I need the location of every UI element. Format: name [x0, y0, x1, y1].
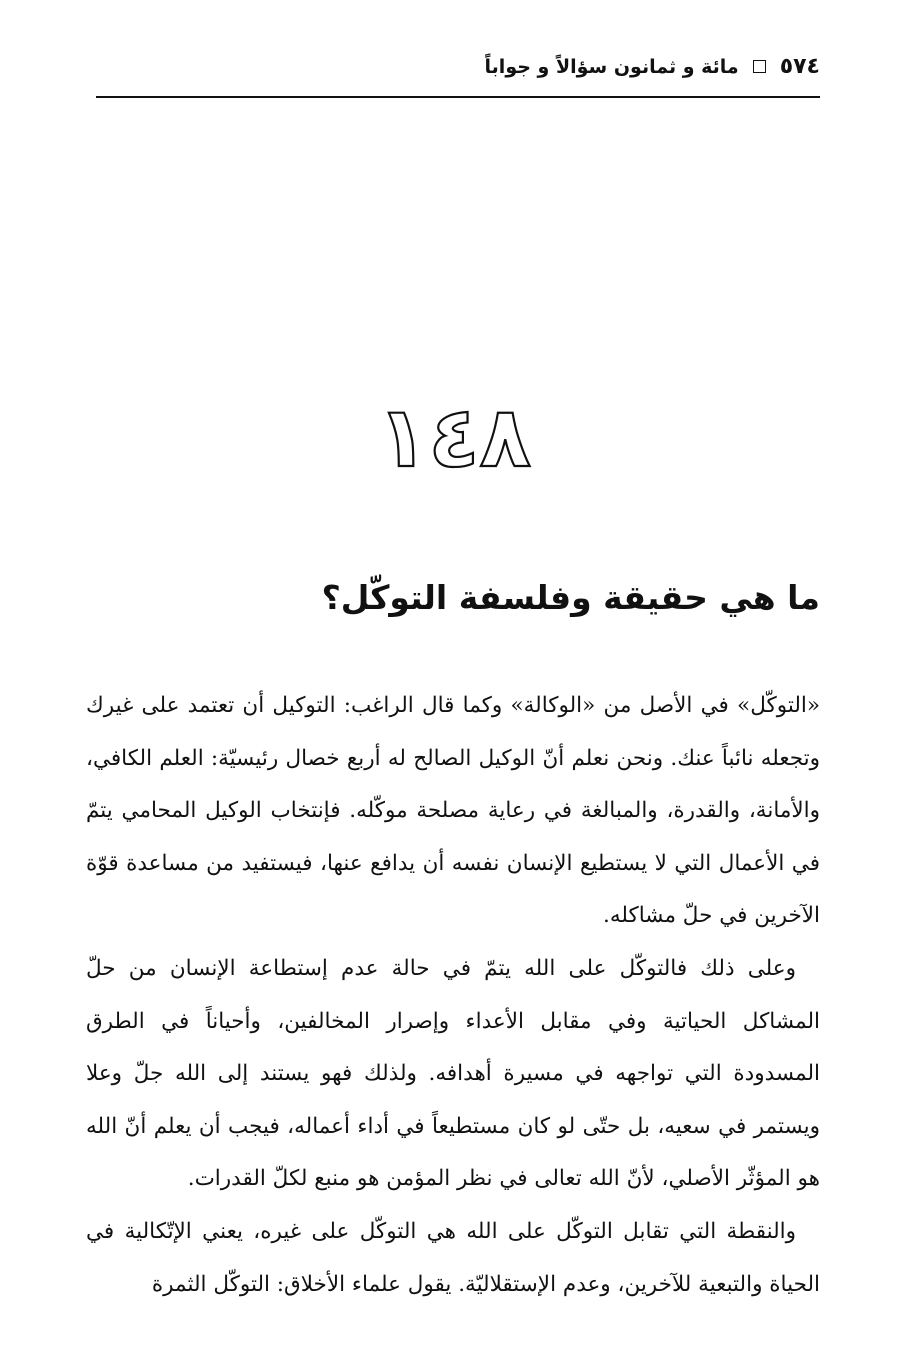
header-row [485, 54, 820, 79]
paragraph-3: والنقطة التي تقابل التوكّل على الله هي التوكّل على غيره، يعني الإتّكالية في الحياة والتبعية للآخرين، وعدم الإستقلاليّة. يقول علماء الأخلاق: التوكّل الثمرة [86, 1218, 820, 1297]
header-square-ornament [753, 60, 766, 73]
book-title: مائة و ثمانون سؤالاً و جواباً [484, 55, 739, 78]
running-header [96, 40, 820, 98]
body-text [86, 680, 820, 1311]
chapter-title: ما هي حقيقة وفلسفة التوكّل؟ [321, 578, 820, 617]
page-number: ٥٧٤ [779, 54, 820, 79]
chapter-number: ١٤٨ [377, 388, 531, 486]
paragraph-1: «التوكّل» في الأصل من «الوكالة» وكما قال الراغب: التوكيل أن تعتمد على غيرك وتجعله نائباً عنك. ونحن نعلم أنّ الوكيل الصالح له أربع خصال رئيسيّة: العلم الكافي، والأمانة، والقدرة، والمبالغة في رعاية مصلحة موكّله. فإنتخاب الوكيل المحامي يتمّ في الأعمال التي لا يستطيع الإنسان نفسه أن يدافع عنها، فيستفيد من مساعدة قوّة الآخرين في حلّ مشاكله. [86, 693, 820, 929]
paragraph-2: وعلى ذلك فالتوكّل على الله يتمّ في حالة عدم إستطاعة الإنسان من حلّ المشاكل الحياتية وفي مقابل الأعداء وإصرار المخالفين، وأحياناً في الطرق المسدودة التي تواجهه في مسيرة أهدافه. ولذلك فهو يستند إلى الله جلّ وعلا ويستمر في سعيه، بل حتّى لو كان مستطيعاً في أداء أعماله، فيجب أن يعلم أنّ الله هو المؤثّر الأصلي، لأنّ الله تعالى في نظر المؤمن هو منبع لكلّ القدرات. [86, 955, 820, 1192]
header-divider [96, 96, 820, 98]
